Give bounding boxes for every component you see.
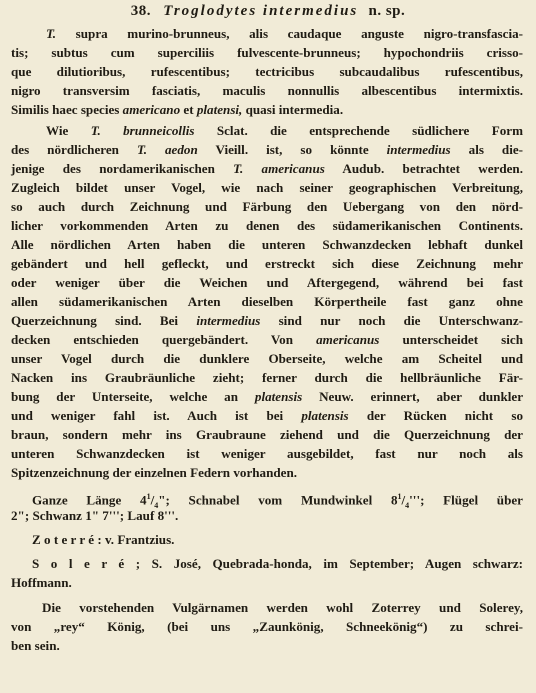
page-header — [0, 3, 536, 20]
text-line — [11, 141, 523, 159]
text-segment: allen südamerikanischen Arten dieselben Körpertheile fast ganz ohne — [11, 294, 523, 309]
text-line — [11, 350, 523, 368]
text-segment: Nacken ins Graubräunliche zieht; ferner durch die hellbräunliche Fär- — [11, 370, 523, 385]
text-line — [11, 388, 523, 406]
text-line — [11, 507, 523, 525]
text-segment: Alle nördlichen Arten haben die unteren Schwanzdecken lebhaft dunkel — [11, 237, 523, 252]
text-line — [11, 464, 523, 482]
text-segment: Ganze Länge 4 — [32, 492, 147, 508]
text-segment: '''; Flügel über — [409, 492, 523, 508]
text-line — [11, 369, 523, 387]
text-segment: 2"; Schwanz 1" 7'''; Lauf 8'''. — [11, 508, 179, 523]
italic-term: platensis — [254, 389, 303, 404]
text-segment: als die- — [450, 142, 524, 157]
new-species-marker: n. sp. — [368, 3, 406, 19]
text-line — [46, 122, 523, 140]
text-segment: Hoffmann. — [11, 575, 72, 590]
text-line — [11, 63, 523, 81]
italic-term: T. americanus — [233, 161, 325, 176]
text-segment: unterscheidet sich — [379, 332, 524, 347]
text-segment: nigro transversim fasciatis, maculis nonnullis albescentibus intermixtis. — [11, 83, 523, 98]
italic-term: T. — [46, 26, 57, 41]
italic-term: intermedius — [196, 313, 261, 328]
section-number: 38. — [130, 3, 151, 19]
text-line — [11, 331, 523, 349]
text-segment: bung der Unterseite, welche an — [11, 389, 255, 404]
text-segment: Sclat. die entsprechende südlichere Form — [194, 123, 523, 138]
text-segment: von „rey“ König, (bei uns „Zaunkönig, Schneekönig“) zu schrei- — [11, 619, 523, 634]
text-line — [11, 198, 523, 216]
text-line — [11, 293, 523, 311]
text-line — [11, 274, 523, 292]
text-segment: des nördlicheren — [11, 142, 137, 157]
italic-term: platensi, — [196, 102, 243, 117]
text-segment: 4 — [405, 500, 410, 510]
text-segment: supra murino-brunneus, alis caudaque anguste nigro-transfascia- — [56, 26, 523, 41]
text-line — [11, 312, 523, 330]
text-segment: gebändert und hell gefleckt, und erstreckt sich diese Zeichnung mehr — [11, 256, 523, 271]
text-line — [11, 82, 523, 100]
text-segment: et — [180, 102, 197, 117]
text-segment: unser Vogel durch die dunklere Oberseite, welche am Scheitel und — [11, 351, 523, 366]
text-segment: decken entschieden quergebändert. Von — [11, 332, 317, 347]
italic-term: intermedius — [386, 142, 451, 157]
text-segment: 1 — [146, 492, 151, 501]
text-line — [11, 101, 523, 119]
italic-term: platensis — [301, 408, 349, 423]
text-segment: / — [401, 492, 406, 508]
text-segment: braun, sondern mehr ins Graubraune ziehend und die Querzeichnung der — [11, 427, 523, 442]
text-segment: unteren Schwanzdecken ist weniger ausgebildet, fast nur noch als — [11, 446, 523, 461]
italic-term: T. aedon — [136, 142, 198, 157]
text-segment: Vieill. ist, so könnte — [197, 142, 387, 157]
text-line — [11, 407, 523, 425]
text-segment: Die vorstehenden Vulgärnamen werden wohl Zoterrey und Solerey, — [42, 600, 523, 615]
text-segment: "; Schnabel vom Mundwinkel 8 — [158, 492, 398, 508]
italic-term: americanus — [316, 332, 380, 347]
text-line — [11, 574, 523, 592]
text-line — [11, 179, 523, 197]
text-line — [11, 618, 523, 636]
text-segment: jenige des nordamerikanischen — [11, 161, 234, 176]
text-line — [11, 637, 523, 655]
text-segment: Z o t e r r é : v. Frantzius. — [32, 532, 175, 547]
text-segment: tis; subtus cum superciliis fulvescente-brunneus; hypochondriis crisso- — [11, 45, 523, 60]
text-line — [46, 25, 523, 43]
text-segment: Wie — [46, 123, 91, 138]
text-segment: so auch durch Zeichnung und Färbung den Uebergang von den nörd- — [11, 199, 523, 214]
text-segment: Querzeichnung sind. Bei — [11, 313, 197, 328]
text-line — [32, 531, 523, 549]
text-segment: Neuw. erinnert, aber dunkler — [302, 389, 524, 404]
italic-term: americano — [122, 102, 181, 117]
text-line — [32, 555, 523, 573]
text-segment: Similis haec species — [11, 102, 123, 117]
text-segment: 4 — [154, 500, 159, 510]
text-segment: und weniger fahl ist. Auch ist bei — [11, 408, 302, 423]
text-segment: Audub. betrachtet werden. — [324, 161, 523, 176]
text-segment: Spitzenzeichnung der einzelnen Federn vorhanden. — [11, 465, 298, 480]
text-line — [11, 426, 523, 444]
text-line — [11, 236, 523, 254]
text-line — [11, 217, 523, 235]
text-segment: 1 — [397, 492, 402, 501]
text-segment: oder weniger über die Weichen und Aftergegend, während bei fast — [11, 275, 523, 290]
text-line — [11, 44, 523, 62]
text-segment: / — [150, 492, 155, 508]
text-line — [42, 599, 523, 617]
text-segment: licher vorkommenden Arten zu denen des südamerikanischen Continents. — [11, 218, 523, 233]
text-segment: S o l e r é ; S. José, Quebrada-honda, im September; Augen schwarz: — [32, 556, 523, 571]
species-title: Troglodytes intermedius — [163, 3, 359, 19]
text-segment: Zugleich bildet unser Vogel, wie nach seiner geographischen Verbreitung, — [11, 180, 523, 195]
text-line — [11, 255, 523, 273]
text-segment: que dilutioribus, rufescentibus; tectricibus subcaudalibus rufescentibus, — [11, 64, 523, 79]
text-line — [11, 160, 523, 178]
text-segment: ben sein. — [11, 638, 60, 653]
text-segment: der Rücken nicht so — [348, 408, 523, 423]
italic-term: T. brunneicollis — [90, 123, 195, 138]
text-segment: sind nur noch die Unterschwanz- — [260, 313, 523, 328]
text-segment: quasi intermedia. — [242, 102, 344, 117]
text-line — [11, 445, 523, 463]
